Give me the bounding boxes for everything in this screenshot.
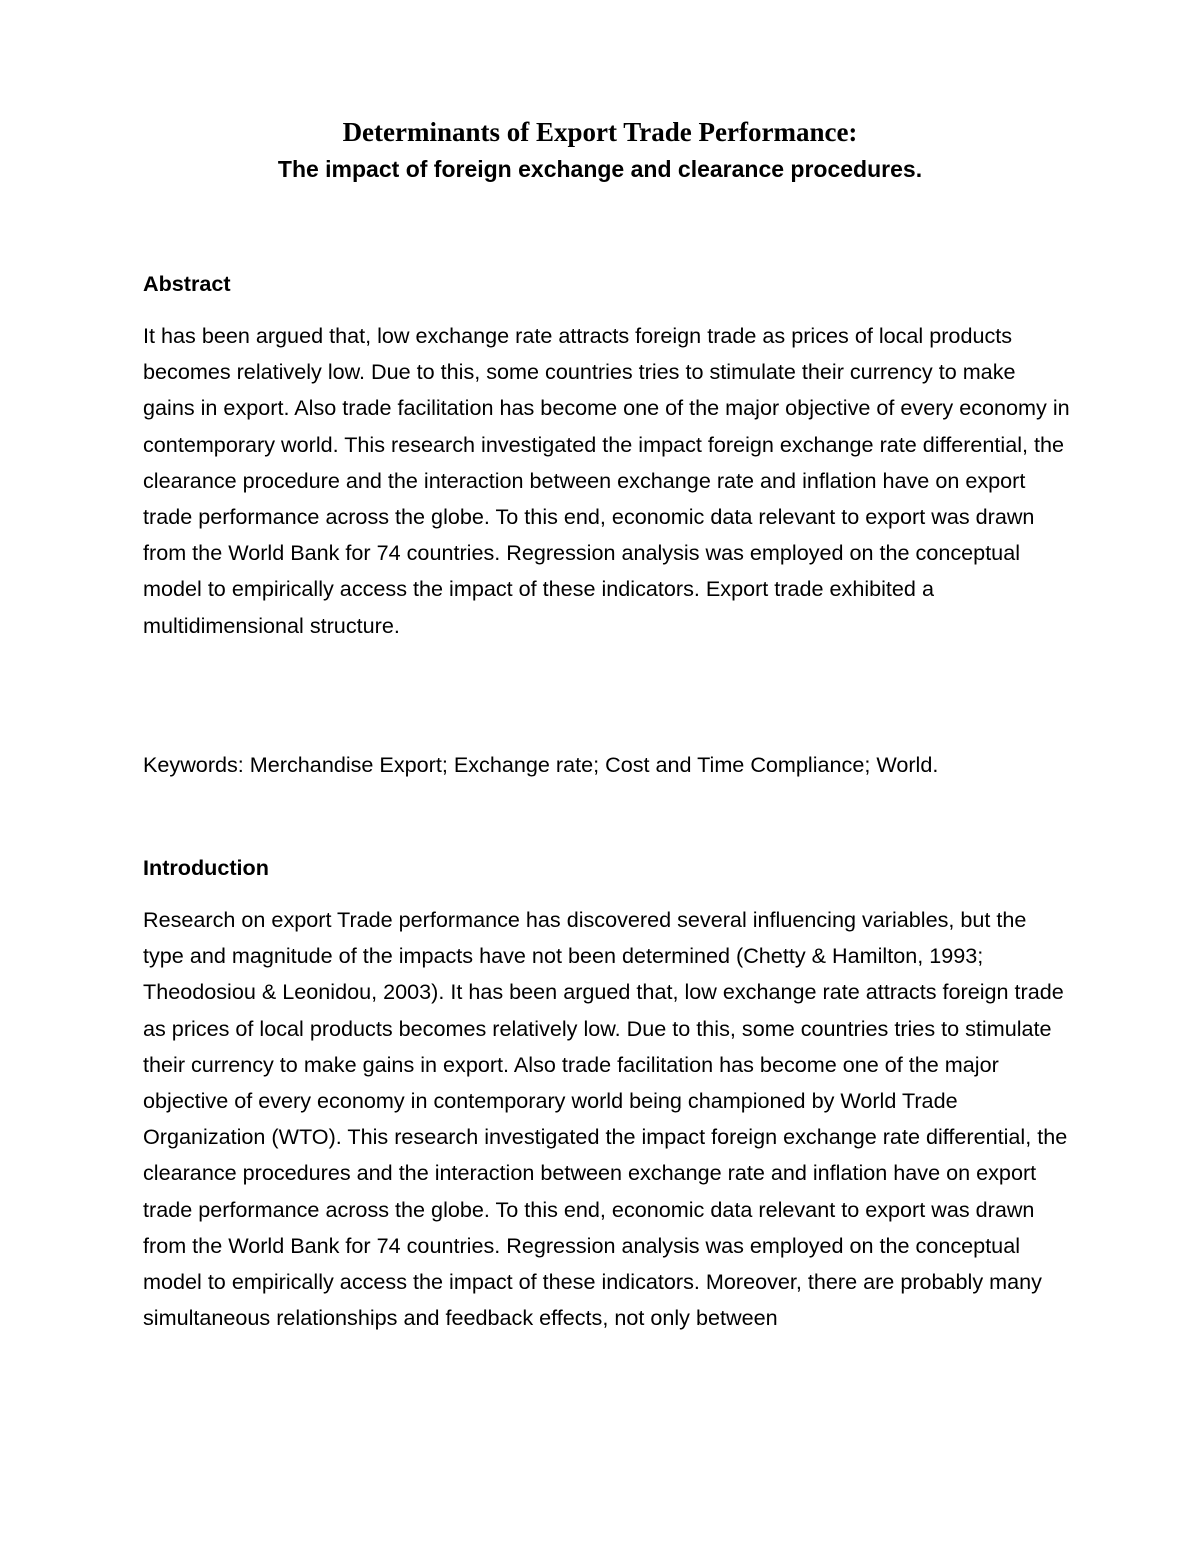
introduction-paragraph: Research on export Trade performance has discovered several influencing variables, but the type and magnitude of the impacts have not been determined (Chetty & Hamilton, 1993; Theodosiou & Leonidou, 2003). It has been argued that, low exchange rate attracts foreign trade as prices of local products becomes relatively low. Due to this, some countries tries to stimulate their currency to make gains in export. Also trade facilitation has become one of the major objective of every economy in contemporary world being championed by World Trade Organization (WTO). This research investigated the impact foreign exchange rate differential, the clearance procedures and the interaction between exchange rate and inflation have on export trade performance across the globe. To this end, economic data relevant to export was drawn from the World Bank for 74 countries. Regression analysis was employed on the conceptual model to empirically access the impact of these indicators. Moreover, there are probably many simultaneous relationships and feedback effects, not only between — [143, 907, 1068, 1331]
abstract-section-heading — [143, 266, 1073, 302]
paper-subtitle: The impact of foreign exchange and clearance procedures. — [277, 156, 923, 182]
introduction-section-heading — [143, 850, 1073, 886]
paper-title: Determinants of Export Trade Performance: — [342, 117, 858, 147]
title-block — [0, 112, 1200, 186]
keywords-section — [143, 747, 1073, 783]
abstract-heading: Abstract — [143, 271, 231, 296]
abstract-paragraph: It has been argued that, low exchange rate attracts foreign trade as prices of local products becomes relatively low. Due to this, some countries tries to stimulate their currency to make gains in export. Also trade facilitation has become one of the major objective of every economy in contemporary world. This research investigated the impact foreign exchange rate differential, the clearance procedure and the interaction between exchange rate and inflation have on export trade performance across the globe. To this end, economic data relevant to export was drawn from the World Bank for 74 countries. Regression analysis was employed on the conceptual model to empirically access the impact of these indicators. Export trade exhibited a multidimensional structure. — [143, 323, 1070, 638]
keywords-line: Keywords: Merchandise Export; Exchange rate; Cost and Time Compliance; World. — [143, 752, 939, 777]
introduction-section-body — [143, 902, 1073, 1336]
introduction-heading: Introduction — [143, 855, 269, 880]
abstract-section-body — [143, 318, 1073, 644]
